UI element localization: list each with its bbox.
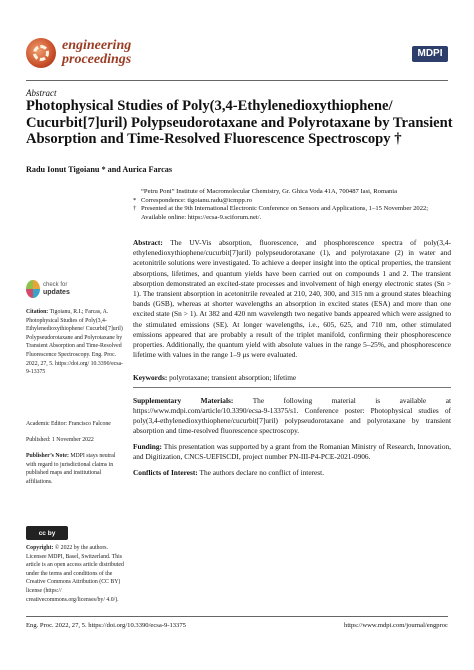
article-type: Abstract [26, 88, 57, 98]
publisher-note [26, 452, 126, 486]
publisher-logo[interactable]: MDPI [412, 46, 448, 62]
page-footer [26, 622, 448, 629]
citation-block [26, 308, 126, 377]
academic-editor: Academic Editor: Francisco Falcone [26, 421, 111, 427]
citation-text[interactable]: Tigoianu, R.I.; Farcas, A. Photophysical Studies of Poly(3,4-Ethylenedioxythiophene/ Cucurbit[7]uril) Polypseudorotaxane and Polyrotaxane by Transient Absorption and Time-Resolved Fluorescence Spectroscopy. Eng. Proc. 2022, 27, 5. https://doi.org/ 10.3390/ecsa-9-13375 [26, 309, 123, 376]
conflicts-text: The authors declare no conflict of interest. [199, 468, 325, 477]
conflicts-label: Conflicts of Interest: [133, 468, 198, 477]
keywords-section [133, 373, 451, 382]
keywords-text: polyrotaxane; transient absorption; lifetime [169, 373, 297, 382]
check-for-updates-button[interactable] [26, 280, 126, 302]
journal-logo-icon [26, 38, 56, 68]
cc-by-icon: cc by [38, 529, 56, 537]
footer-journal-url[interactable]: https://www.mdpi.com/journal/engproc [344, 622, 448, 629]
affiliations [133, 188, 453, 222]
check-updates-icon [26, 280, 40, 298]
copyright-text: © 2022 by the authors. Licensee MDPI, Basel, Switzerland. This article is an open access article distributed under the terms and conditions of the Creative Commons Attribution (CC BY) license (https:// creativecommons.org/licenses/by/ 4.0/). [26, 545, 124, 603]
back-matter [133, 396, 451, 484]
header-divider [26, 80, 448, 81]
funding-label: Funding: [133, 442, 162, 451]
journal-header [26, 38, 448, 78]
funding-section [133, 442, 451, 462]
abstract-section [133, 238, 451, 360]
supplementary-text[interactable]: The following material is available at https://www.mdpi.com/article/10.3390/ecsa-9-13375/s1. Conference poster: Photophysical studies of poly(3,4-ethylenedioxythiophene/cucurbit[7]uril) polypseudorotaxane and polyrotaxane by transient absorption and time-resolved fluorescence spectroscopy. [133, 396, 451, 435]
correspondence-item[interactable]: * Correspondence: tigoianu.radu@icmpp.ro [133, 196, 252, 204]
published-date: Published: 1 November 2022 [26, 437, 94, 443]
abstract-text: The UV-Vis absorption, fluorescence, and phosphorescence spectra of poly(3,4-ethylenedioxythiophene/cucurbit[7]uril) polypseudorotaxane (1), and polyrotaxane (2) in water and acetonitrile solutions were investigated. To achieve a deeper insight into the optical properties, the transient absorptions, lifetimes, and quantum yields have been carried out on compounds 1 and 2. The transient absorption demonstrated an excited-state processes and involvement of high energy electronic states (Sn > 1). The transient absorption in acetonitrile revealed at 210, 240, 300, and 315 nm a ground states bleaching bands (GSB), whereas at shorter wavelengths an absorption in excited states (ESA) and more than one excited state (Sn > 1). At 382 and 420 nm wavelength two negative bands appeared which were assigned to the stimulated emissions (SE). At longer wavelengths, i.e., 605, 625, and 710 nm, other stimulated emissions appeared that are probably a result of the triplet manifold, confirming their phosphorescence properties. Additionally, the quantum yield with absolute values in the range 5–25%, and phosphorescence lifetime with values in the range 1–9 μs were evaluated. [133, 238, 451, 360]
citation-label: Citation: [26, 309, 49, 315]
conference-note: † Presented at the 9th International Electronic Conference on Sensors and Applications, 1–15 November 2022; Available online: https://ecsa-9.sciforum.net/. [133, 205, 429, 221]
publisher-note-text: MDPI stays neutral with regard to jurisdictional claims in published maps and institutional affiliations. [26, 453, 116, 485]
author-list: Radu Ionut Tigoianu * and Aurica Farcas [26, 165, 173, 174]
journal-name-line2: proceedings [62, 52, 132, 67]
copyright-label: Copyright: [26, 545, 54, 551]
journal-name[interactable] [62, 39, 131, 67]
footer-divider [26, 616, 448, 617]
supplementary-section [133, 396, 451, 436]
cc-license-badge[interactable] [26, 526, 68, 540]
funding-text: This presentation was supported by a grant from the Romanian Ministry of Research, Innovation, and Digitization, CNCS-UEFISCDI, project number PN-III-P4-PCE-2021-0906. [133, 442, 451, 461]
check-updates-line1: check for [43, 282, 68, 288]
journal-name-line1: engineering [62, 38, 132, 53]
abstract-label: Abstract: [133, 238, 163, 247]
copyright-block [26, 544, 126, 604]
section-divider [133, 387, 451, 388]
conflicts-section [133, 468, 451, 478]
keywords-label: Keywords: [133, 373, 168, 382]
affiliation-item: “Petru Poni” Institute of Macromolecular Chemistry, Gr. Ghica Voda 41A, 700487 Iasi, Romania [141, 188, 398, 195]
publisher-note-label: Publisher’s Note: [26, 453, 69, 459]
footer-citation[interactable]: Eng. Proc. 2022, 27, 5. https://doi.org/10.3390/ecsa-9-13375 [26, 622, 186, 629]
supplementary-label: Supplementary Materials: [133, 396, 234, 405]
check-updates-line2: updates [43, 289, 70, 296]
paper-title: Photophysical Studies of Poly(3,4-Ethylenedioxythiophene/ Cucurbit[7]uril) Polypseudorotaxane and Polyrotaxane by Transient Absorption and Time-Resolved Fluorescence Spectroscopy † [26, 98, 453, 147]
